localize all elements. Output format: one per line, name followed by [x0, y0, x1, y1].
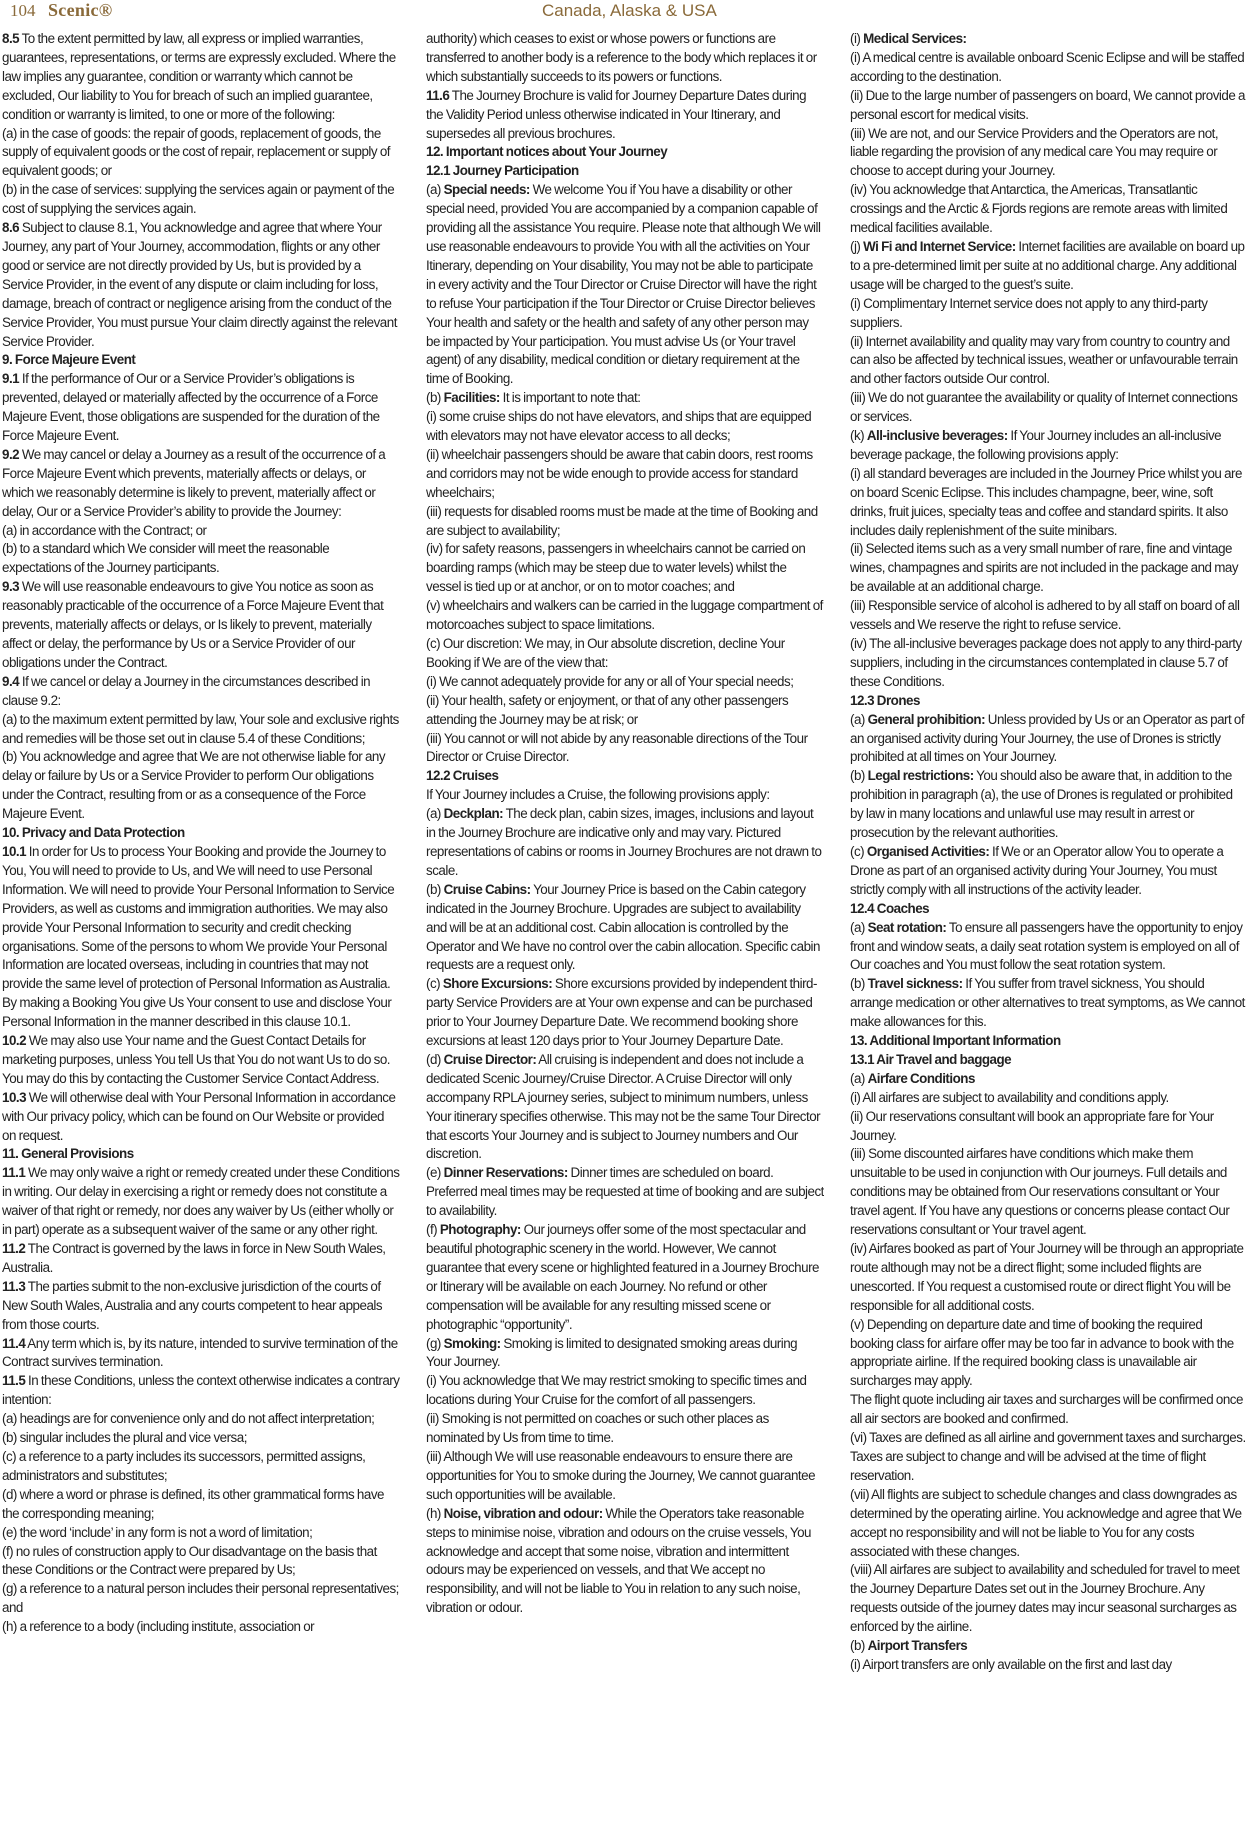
- clause-text: (ii) Our reservations consultant will book an appropriate fare for Your Journey.: [850, 1108, 1214, 1143]
- section-heading: 11. General Provisions: [2, 1146, 134, 1162]
- section-heading: 12.1 Journey Participation: [426, 163, 579, 179]
- clause-prefix: (b): [426, 390, 444, 406]
- page-header: [0, 0, 1250, 26]
- clause-paragraph: [850, 919, 1248, 976]
- clause-paragraph: [850, 465, 1248, 541]
- clause-prefix: (g): [426, 1335, 444, 1351]
- clause-paragraph: [850, 635, 1248, 692]
- clause-paragraph: [850, 125, 1248, 182]
- clause-prefix: (d): [426, 1051, 444, 1067]
- clause-paragraph: [2, 370, 400, 446]
- clause-text: (ii) Internet availability and quality may vary from country to country and can also be affected by technical issues, weather or unfavourable terrain and other factors outside Our control.: [850, 333, 1238, 387]
- clause-paragraph: [2, 843, 400, 1032]
- clause-text: (c) a reference to a party includes its successors, permitted assigns, administrators and substitutes;: [2, 1448, 366, 1483]
- clause-text: (iii) requests for disabled rooms must be made at the time of Booking and are subject to availability;: [426, 503, 818, 538]
- clause-paragraph: [2, 578, 400, 673]
- clause-text: Unless provided by Us or an Operator as part of an organised activity during Your Journey, the use of Drones is strictly prohibited at all times on Your Journey.: [850, 711, 1245, 765]
- clause-text: If the performance of Our or a Service Provider’s obligations is prevented, delayed or materially affected by the occurrence of a Force Majeure Event, those obligations are suspended for the duration of the Force Majeure Event.: [2, 371, 380, 444]
- clause-paragraph: [850, 333, 1248, 390]
- clause-text: The Contract is governed by the laws in force in New South Wales, Australia.: [2, 1241, 386, 1275]
- clause-text: To ensure all passengers have the opportunity to enjoy front and window seats, a daily seat rotation system is employed on all of Our coaches and You must follow the seat rotation system.: [850, 919, 1243, 973]
- clause-paragraph: [426, 881, 824, 976]
- clause-text: Internet facilities are available on board up to a pre-determined limit per suite at no additional charge. Any additional usage will be charged to the guest’s suite.: [850, 238, 1245, 292]
- clause-label: Medical Services:: [863, 31, 967, 46]
- clause-prefix: (c): [426, 976, 443, 992]
- clause-paragraph: [426, 389, 824, 408]
- clause-paragraph: [850, 49, 1248, 87]
- clause-text: The parties submit to the non-exclusive jurisdiction of the courts of New South Wales, Australia and any courts competent to hear appeals from those courts.: [2, 1278, 383, 1332]
- clause-text: To the extent permitted by law, all express or implied warranties, guarantees, representations, or terms are expressly excluded. Where the law implies any guarantee, condition or warranty which cannot be excluded, Our liability to You for breach of such an implied guarantee, condition or warranty is limited, to one or more of the following:: [2, 31, 396, 122]
- clause-paragraph: [426, 805, 824, 881]
- clause-text: Any term which is, by its nature, intended to survive termination of the Contract survives termination.: [2, 1335, 398, 1370]
- clause-text: (v) Depending on departure date and time of booking the required booking class for airfare offer may be too far in advance to book with the appropriate airline. If the required booking class is unavailable air surcharges may apply.: [850, 1316, 1234, 1389]
- clause-paragraph: [2, 1089, 400, 1146]
- clause-paragraph: [2, 1524, 400, 1543]
- clause-text: (vi) Taxes are defined as all airline and government taxes and surcharges. Taxes are subject to change and will be advised at the time of flight reservation.: [850, 1430, 1246, 1483]
- clause-text: (i) All airfares are subject to availability and conditions apply.: [850, 1089, 1169, 1105]
- clause-paragraph: [426, 1164, 824, 1221]
- clause-text: (i) A medical centre is available onboard Scenic Eclipse and will be staffed according to the destination.: [850, 49, 1245, 84]
- clause-paragraph: [850, 389, 1248, 427]
- clause-paragraph: [850, 767, 1248, 843]
- clause-text: If We or an Operator allow You to operate a Drone as part of an organised activity during Your Journey, You must strictly comply with all instructions of the activity leader.: [850, 843, 1224, 897]
- clause-paragraph: [850, 1391, 1248, 1429]
- clause-paragraph: [426, 597, 824, 635]
- clause-text: (iv) for safety reasons, passengers in wheelchairs cannot be carried on boarding ramps (which may be steep due to water levels) whilst the vessel is tied up or at anchor, or on to motor coaches; and: [426, 541, 806, 595]
- clause-text: Our journeys offer some of the most spectacular and beautiful photographic scenery in the world. However, We cannot guarantee that every scene or highlighted featured in a Journey Brochure or Itinerary will be available on each Journey. No refund or other compensation will be available for any resulting missed scene or photographic “opportunity”.: [426, 1222, 819, 1332]
- clause-text: (c) Our discretion: We may, in Our absolute discretion, decline Your Booking if We are of the view that:: [426, 636, 785, 670]
- clause-paragraph: [426, 30, 824, 87]
- clause-number: 9.3: [2, 579, 20, 595]
- clause-text: (vii) All flights are subject to schedule changes and class downgrades as determined by the operating airline. You acknowledge and agree that We accept no responsibility and will not be liable to You for any costs associated with these changes.: [850, 1486, 1242, 1559]
- clause-label: Dinner Reservations:: [443, 1165, 568, 1181]
- clause-text: (f) no rules of construction apply to Our disadvantage on the basis that these Conditions or the Contract were prepared by Us;: [2, 1543, 377, 1578]
- clause-label: Cruise Cabins:: [443, 881, 531, 897]
- clause-paragraph: [2, 748, 400, 824]
- clause-text: If Your Journey includes an all-inclusive beverage package, the following provisions apply:: [850, 428, 1222, 462]
- clause-text: (iii) We are not, and our Service Providers and the Operators are not, liable regarding the provision of any medical care You may require or choose to accept during your Journey.: [850, 125, 1219, 179]
- clause-text: Subject to clause 8.1, You acknowledge and agree that where Your Journey, any part of Your Journey, accommodation, flights or any other good or service are not directly provided by Us, but is provided by a Service Provider, in the event of any dispute or claim including for loss, damage, breach of contract or negligence arising from the conduct of the Service Provider, You must pursue Your claim directly against the relevant Service Provider.: [2, 220, 397, 349]
- clause-paragraph: [850, 711, 1248, 768]
- clause-label: Smoking:: [443, 1335, 501, 1351]
- clause-paragraph: [426, 1448, 824, 1505]
- clause-text: The deck plan, cabin sizes, images, inclusions and layout in the Journey Brochure are indicative only and may vary. Pictured representations of cabins or rooms in Journey Brochures are not drawn to scale.: [426, 806, 822, 878]
- clause-paragraph: [426, 975, 824, 1051]
- clause-paragraph: [2, 1580, 400, 1618]
- clause-text: (v) wheelchairs and walkers can be carried in the luggage compartment of motorcoaches subject to space limitations.: [426, 598, 823, 633]
- clause-prefix: (a): [850, 919, 868, 935]
- clause-paragraph: [2, 219, 400, 351]
- clause-prefix: (b): [426, 881, 444, 897]
- clause-text: The flight quote including air taxes and surcharges will be confirmed once all air sectors are booked and confirmed.: [850, 1392, 1243, 1427]
- clause-paragraph: [2, 711, 400, 749]
- clause-label: Airport Transfers: [867, 1638, 968, 1654]
- clause-text: (b) singular includes the plural and vice versa;: [2, 1430, 247, 1446]
- clause-text: While the Operators take reasonable steps to minimise noise, vibration and odours on the cruise vessels, You acknowledge and accept that some noise, vibration and intermittent odours may be experienced on vessels, and that We accept no responsibility, and will not be liable to You in relation to any such noise, vibration or odour.: [426, 1505, 812, 1616]
- clause-paragraph: [2, 522, 400, 541]
- clause-number: 11.6: [426, 87, 450, 103]
- clause-text: (iii) Although We will use reasonable endeavours to ensure there are opportunities for You to smoke during the Journey, We cannot guarantee such opportunities will be available.: [426, 1448, 816, 1502]
- clause-text: (b) to a standard which We consider will meet the reasonable expectations of the Journey participants.: [2, 541, 330, 576]
- clause-prefix: (j): [850, 238, 864, 254]
- clause-text: Dinner times are scheduled on board. Preferred meal times may be requested at time of booking and are subject to availability.: [426, 1165, 824, 1219]
- clause-paragraph: [850, 1561, 1248, 1637]
- clause-label: Seat rotation:: [867, 919, 947, 935]
- clause-paragraph: [2, 1278, 400, 1335]
- clause-number: 11.2: [2, 1241, 26, 1256]
- clause-text: authority) which ceases to exist or whose powers or functions are transferred to another body is a reference to the body which replaces it or which substantially succeeds to its powers or functions.: [426, 31, 817, 84]
- clause-paragraph: [2, 1448, 400, 1486]
- clause-text: (ii) wheelchair passengers should be aware that cabin doors, rest rooms and corridors may not be wide enough to provide access for standard wheelchairs;: [426, 446, 813, 500]
- clause-paragraph: [426, 408, 824, 446]
- clause-text: (a) in accordance with the Contract; or: [2, 522, 207, 538]
- clause-text: The Journey Brochure is valid for Journey Departure Dates during the Validity Period unless otherwise indicated in Your Itinerary, and supersedes all previous brochures.: [426, 87, 807, 141]
- clause-number: 11.1: [2, 1165, 26, 1181]
- clause-prefix: (i): [850, 31, 864, 46]
- clause-paragraph: [2, 181, 400, 219]
- clause-number: 11.4: [2, 1335, 26, 1351]
- clause-text: Shore excursions provided by independent third-party Service Providers are at Your own expense and can be purchased prior to Your Journey Departure Date. We recommend booking shore excursions at least 120 days prior to Your Journey Departure Date.: [426, 976, 817, 1049]
- clause-prefix: (b): [850, 976, 868, 992]
- clause-text: (h) a reference to a body (including institute, association or: [2, 1619, 315, 1635]
- clause-paragraph: [2, 1543, 400, 1581]
- clause-paragraph: [850, 427, 1248, 465]
- clause-paragraph: [850, 843, 1248, 900]
- clause-label: Wi Fi and Internet Service:: [863, 238, 1016, 254]
- clause-label: Photography:: [439, 1222, 521, 1238]
- clause-text: (e) the word ‘include’ in any form is not a word of limitation;: [2, 1524, 313, 1540]
- clause-paragraph: [2, 1032, 400, 1089]
- section-heading: 9. Force Majeure Event: [2, 352, 136, 368]
- clause-prefix: (b): [850, 1638, 868, 1654]
- clause-paragraph: [426, 1410, 824, 1448]
- clause-prefix: (a): [850, 711, 868, 727]
- clause-text: We welcome You if You have a disability or other special need, provided You are accompanied by a companion capable of providing all the assistance You require. Please note that although We will use reasonable endeavours to provide You with all the activities on Your Itinerary, depending on Your disability, You may not be able to participate in every activity and the Tour Director or Cruise Director will have the right to refuse Your participation if the Tour Director or Cruise Director believes Your health and safety or the health and safety of any other person may be impacted by Your participation. You must advise Us (or Your travel agent) of any disability, medical condition or dietary requirement at the time of Booking.: [426, 182, 821, 387]
- clause-paragraph: [426, 692, 824, 730]
- clause-text: In order for Us to process Your Booking and provide the Journey to You, You will need to provide to Us, and We will need to use Personal Information. We will need to provide Your Personal Information to Service Providers, as well as customs and immigration authorities. We may also provide Your Personal Information to security and credit checking organisations. Some of the persons to whom We provide Your Personal Information are located overseas, including in countries that may not provide the same level of protection of Personal Information as Australia. By making a Booking You give Us Your consent to use and disclose Your Personal Information in the manner described in this clause 10.1.: [2, 843, 395, 1030]
- text-column-3: [850, 30, 1248, 1826]
- clause-text: (i) all standard beverages are included in the Journey Price whilst you are on board Scenic Eclipse. This includes champagne, beer, wine, soft drinks, fruit juices, specialty teas and coffee and standard spirits. It also includes daily replenishment of the suite minibars.: [850, 465, 1242, 538]
- clause-paragraph: [2, 1410, 400, 1429]
- clause-text: (i) Complimentary Internet service does not apply to any third-party suppliers.: [850, 295, 1208, 330]
- clause-paragraph: [2, 30, 400, 125]
- clause-text: (iv) Airfares booked as part of Your Journey will be through an appropriate route although may not be a direct flight; some included flights are unescorted. If You request a customised route or direct flight You will be responsible for all additional costs.: [850, 1241, 1244, 1313]
- running-title: Canada, Alaska & USA: [542, 1, 717, 20]
- clause-label: Noise, vibration and odour:: [443, 1505, 603, 1521]
- clause-text: (a) in the case of goods: the repair of goods, replacement of goods, the supply of equivalent goods or the cost of repair, replacement or supply of equivalent goods; or: [2, 125, 390, 179]
- section-heading: 12.2 Cruises: [426, 768, 499, 784]
- clause-paragraph: [850, 1070, 1248, 1089]
- clause-paragraph: [850, 1240, 1248, 1316]
- clause-text: (viii) All airfares are subject to availability and scheduled for travel to meet the Journey Departure Dates set out in the Journey Brochure. Any requests outside of the journey dates may incur seasonal surcharges as enforced by the airline.: [850, 1562, 1240, 1635]
- clause-paragraph: [2, 1372, 400, 1410]
- clause-prefix: (a): [850, 1070, 868, 1086]
- clause-label: All-inclusive beverages:: [866, 428, 1008, 444]
- clause-paragraph: [850, 1656, 1248, 1675]
- clause-paragraph: [850, 1429, 1248, 1486]
- clause-paragraph: [2, 1240, 400, 1278]
- clause-text: We may cancel or delay a Journey as a result of the occurrence of a Force Majeure Event which prevents, materially affects or delays, or which we reasonably determine is likely to prevent, materially affect or delay, Our or a Service Provider’s ability to provide the Journey:: [2, 446, 386, 519]
- clause-text: (ii) Smoking is not permitted on coaches or such other places as nominated by Us from time to time.: [426, 1411, 769, 1446]
- clause-paragraph: [2, 1429, 400, 1448]
- clause-paragraph: [426, 786, 824, 805]
- clause-text: Your Journey Price is based on the Cabin category indicated in the Journey Brochure. Upgrades are subject to availability and will be at an additional cost. Cabin allocation is controlled by the Operator and We have no control over the cabin allocation. Specific cabin requests are a request only.: [426, 881, 820, 973]
- clause-number: 9.2: [2, 446, 20, 462]
- text-column-2: [426, 30, 824, 1826]
- clause-text: (iv) The all-inclusive beverages package does not apply to any third-party suppliers, including in the circumstances contemplated in clause 5.7 of these Conditions.: [850, 636, 1242, 689]
- clause-paragraph: [850, 295, 1248, 333]
- clause-text: (i) Airport transfers are only available on the first and last day: [850, 1656, 1172, 1672]
- clause-number: 8.6: [2, 220, 20, 236]
- clause-paragraph: [850, 1486, 1248, 1562]
- clause-number: 8.5: [2, 31, 20, 46]
- clause-text: (iii) Some discounted airfares have conditions which make them unsuitable to be used in conjunction with Our journeys. Full details and conditions may be obtained from Our reservations consultant or Your travel agent. If You have any questions or concerns please contact Our reservations consultant or Your travel agent.: [850, 1146, 1230, 1238]
- clause-paragraph: [850, 181, 1248, 238]
- clause-prefix: (a): [426, 806, 444, 822]
- clause-text: (iii) Responsible service of alcohol is adhered to by all staff on board of all vessels and We reserve the right to refuse service.: [850, 598, 1240, 633]
- brand-logo: Scenic®: [48, 0, 113, 20]
- clause-text: (d) where a word or phrase is defined, its other grammatical forms have the corresponding meaning;: [2, 1486, 384, 1521]
- clause-label: General prohibition:: [867, 711, 986, 727]
- clause-label: Organised Activities:: [866, 843, 990, 859]
- clause-paragraph: [426, 1372, 824, 1410]
- clause-text: (i) You acknowledge that We may restrict smoking to specific times and locations during Your Cruise for the comfort of all passengers.: [426, 1373, 807, 1408]
- clause-paragraph: [426, 87, 824, 144]
- clause-number: 11.3: [2, 1278, 26, 1294]
- clause-paragraph: [850, 540, 1248, 597]
- clause-text: If we cancel or delay a Journey in the circumstances described in clause 9.2:: [2, 673, 371, 708]
- clause-text: (a) headings are for convenience only and do not affect interpretation;: [2, 1411, 375, 1427]
- clause-text: All cruising is independent and does not include a dedicated Scenic Journey/Cruise Director. A Cruise Director will only accompany RPLA journey series, subject to minimum numbers, unless Your itinerary specifies otherwise. This may not be the same Tour Director that escorts Your Journey and is subject to Journey numbers and Our discretion.: [426, 1051, 821, 1162]
- clause-paragraph: [426, 1505, 824, 1618]
- clause-text: It is important to note that:: [499, 390, 641, 406]
- clause-paragraph: [2, 540, 400, 578]
- clause-text: In these Conditions, unless the context otherwise indicates a contrary intention:: [2, 1373, 400, 1408]
- clause-text: If Your Journey includes a Cruise, the following provisions apply:: [426, 787, 770, 803]
- section-heading: 12.4 Coaches: [850, 900, 930, 916]
- clause-text: (iii) You cannot or will not abide by any reasonable directions of the Tour Director or Cruise Director.: [426, 730, 808, 765]
- clause-paragraph: [850, 597, 1248, 635]
- clause-number: 11.5: [2, 1373, 26, 1389]
- clause-text: (iv) You acknowledge that Antarctica, the Americas, Transatlantic crossings and the Arctic & Fjords regions are remote areas with limited medical facilities available.: [850, 182, 1228, 236]
- section-heading: 13. Additional Important Information: [850, 1033, 1061, 1049]
- clause-text: (ii) Selected items such as a very small number of rare, fine and vintage wines, champagnes and spirits are not included in the package and may be available at an additional charge.: [850, 541, 1239, 595]
- clause-paragraph: [850, 238, 1248, 295]
- clause-paragraph: [426, 1221, 824, 1334]
- clause-paragraph: [426, 503, 824, 541]
- clause-paragraph: [850, 87, 1248, 125]
- page-number: 104: [10, 1, 36, 20]
- section-heading: 12.3 Drones: [850, 692, 920, 708]
- clause-paragraph: [426, 1335, 824, 1373]
- clause-prefix: (a): [426, 182, 444, 198]
- clause-text: If You suffer from travel sickness, You should arrange medication or other alternatives to treat symptoms, as We cannot make allowances for this.: [850, 976, 1245, 1030]
- clause-label: Special needs:: [443, 182, 530, 198]
- clause-paragraph: [2, 1335, 400, 1373]
- clause-text: You should also be aware that, in addition to the prohibition in paragraph (a), the use of Drones is regulated or prohibited by law in many locations and unlawful use may result in arrest or prosecution by the relevant authorities.: [850, 768, 1233, 841]
- clause-paragraph: [2, 125, 400, 182]
- clause-paragraph: [2, 673, 400, 711]
- clause-paragraph: [426, 730, 824, 768]
- clause-paragraph: [2, 1164, 400, 1240]
- clause-label: Facilities:: [443, 390, 500, 406]
- clause-paragraph: [850, 975, 1248, 1032]
- clause-text: (b) You acknowledge and agree that We are not otherwise liable for any delay or failure by Us or a Service Provider to perform Our obligations under the Contract, resulting from or as a consequence of the Force Majeure Event.: [2, 749, 386, 822]
- clause-paragraph: [850, 1316, 1248, 1392]
- section-heading: 10. Privacy and Data Protection: [2, 825, 185, 841]
- section-heading: 13.1 Air Travel and baggage: [850, 1051, 1012, 1067]
- clause-text: (i) some cruise ships do not have elevators, and ships that are equipped with elevators may not have elevator access to all decks;: [426, 409, 812, 444]
- clause-prefix: (k): [850, 428, 867, 444]
- clause-paragraph: [426, 540, 824, 597]
- clause-label: Deckplan:: [443, 806, 504, 822]
- clause-text: We may also use Your name and the Guest Contact Details for marketing purposes, unless You tell Us that You do not want Us to do so. You may do this by contacting the Customer Service Contact Address.: [2, 1033, 391, 1086]
- clause-prefix: (b): [850, 768, 868, 784]
- clause-prefix: (e): [426, 1165, 444, 1181]
- clause-paragraph: [2, 1486, 400, 1524]
- clause-paragraph: [426, 673, 824, 692]
- clause-prefix: (f): [426, 1222, 440, 1238]
- clause-label: Shore Excursions:: [442, 976, 553, 992]
- clause-text: (b) in the case of services: supplying the services again or payment of the cost of supplying the services again.: [2, 182, 395, 217]
- clause-text: We will use reasonable endeavours to give You notice as soon as reasonably practicable of the occurrence of a Force Majeure Event that prevents, materially affects or delays, or Is likely to prevent, materially affect or delay, the performance by Us or a Service Provider of our obligations under the Contract.: [2, 579, 384, 670]
- text-column-1: [2, 30, 400, 1826]
- clause-label: Travel sickness:: [867, 976, 963, 992]
- clause-prefix: (c): [850, 843, 867, 859]
- clause-label: Cruise Director:: [443, 1051, 537, 1067]
- clause-text: Smoking is limited to designated smoking areas during Your Journey.: [426, 1335, 798, 1370]
- clause-number: 9.1: [2, 371, 20, 387]
- clause-label: Legal restrictions:: [867, 768, 974, 784]
- clause-paragraph: [2, 1618, 400, 1637]
- clause-paragraph: [850, 30, 1248, 49]
- clause-text: We may only waive a right or remedy created under these Conditions in writing. Our delay in exercising a right or remedy does not constitute a waiver of that right or remedy, nor does any waiver by Us (either wholly or in part) operate as a subsequent waiver of the same or any other right.: [2, 1165, 400, 1238]
- clause-paragraph: [850, 1637, 1248, 1656]
- clause-number: 10.2: [2, 1033, 27, 1049]
- clause-paragraph: [426, 181, 824, 389]
- clause-text: We will otherwise deal with Your Personal Information in accordance with Our privacy policy, which can be found on Our Website or provided on request.: [2, 1089, 396, 1143]
- clause-label: Airfare Conditions: [867, 1070, 975, 1086]
- clause-paragraph: [2, 446, 400, 522]
- clause-paragraph: [850, 1145, 1248, 1240]
- clause-paragraph: [426, 1051, 824, 1164]
- clause-paragraph: [426, 635, 824, 673]
- clause-text: (iii) We do not guarantee the availability or quality of Internet connections or services.: [850, 390, 1238, 425]
- clause-text: (ii) Your health, safety or enjoyment, or that of any other passengers attending the Journey may be at risk; or: [426, 692, 789, 727]
- clause-text: (g) a reference to a natural person includes their personal representatives; and: [2, 1581, 399, 1616]
- clause-text: (a) to the maximum extent permitted by law, Your sole and exclusive rights and remedies will be those set out in clause 5.4 of these Conditions;: [2, 711, 399, 746]
- clause-prefix: (h): [426, 1505, 444, 1521]
- clause-text: (i) We cannot adequately provide for any or all of Your special needs;: [426, 673, 794, 689]
- clause-paragraph: [850, 1108, 1248, 1146]
- clause-paragraph: [850, 1089, 1248, 1108]
- clause-paragraph: [426, 446, 824, 503]
- clause-number: 10.1: [2, 843, 27, 859]
- clause-text: (ii) Due to the large number of passengers on board, We cannot provide a personal escort for medical visits.: [850, 87, 1245, 122]
- clause-number: 10.3: [2, 1089, 27, 1105]
- clause-number: 9.4: [2, 673, 20, 689]
- section-heading: 12. Important notices about Your Journey: [426, 144, 668, 160]
